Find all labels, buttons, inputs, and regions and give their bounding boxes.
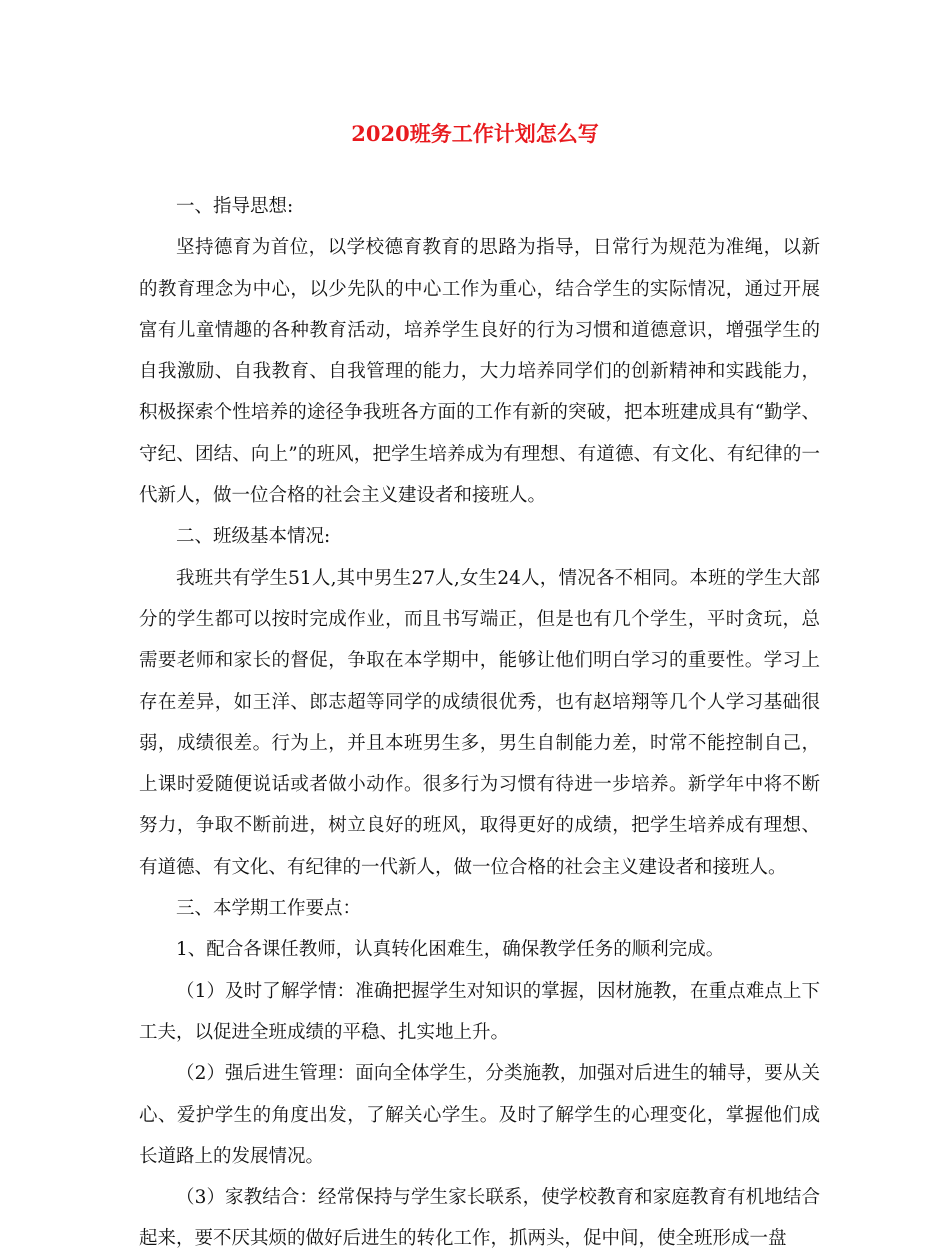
paragraph-class-situation: 我班共有学生51人,其中男生27人,女生24人，情况各不相同。本班的学生大部分的学生都可以按时完成作业，而且书写端正，但是也有几个学生，平时贪玩，总需要老师和家长的督促，争取在本学期中，能够让他们明白学习的重要性。学习上存在差异，如王洋、郎志超等同学的成绩很优秀，也有赵培翔等几个人学习基础很弱，成绩很差。行为上，并且本班男生多，男生自制能力差，时常不能控制自己，上课时爱随便说话或者做小动作。很多行为习惯有待进一步培养。新学年中将不断努力，争取不断前进，树立良好的班风，取得更好的成绩，把学生培养成有理想、有道德、有文化、有纪律的一代新人，做一位合格的社会主义建设者和接班人。 bbox=[139, 567, 820, 878]
work-point-1-sub-1: （1）及时了解学情：准确把握学生对知识的掌握，因材施教，在重点难点上下工夫，以促进全班成绩的平稳、扎实地上升。 bbox=[139, 980, 820, 1043]
work-point-1-sub-3: （3）家教结合：经常保持与学生家长联系，使学校教育和家庭教育有机地结合起来，要不厌其烦的做好后进生的转化工作，抓两头，促中间，使全班形成一盘 bbox=[139, 1187, 820, 1250]
work-point-1: 1、配合各课任教师，认真转化困难生，确保教学任务的顺利完成。 bbox=[176, 939, 725, 961]
section-heading-class-situation: 二、班级基本情况: bbox=[176, 526, 331, 548]
section-heading-work-points: 三、本学期工作要点： bbox=[176, 898, 362, 920]
section-heading-guiding-ideology: 一、指导思想: bbox=[176, 196, 294, 217]
work-point-1-sub-2: （2）强后进生管理：面向全体学生，分类施教，加强对后进生的辅导，要从关心、爱护学生的角度出发，了解关心学生。及时了解学生的心理变化，掌握他们成长道路上的发展情况。 bbox=[139, 1063, 820, 1167]
document-body bbox=[139, 186, 820, 1260]
document-title: 2020班务工作计划怎么写 bbox=[351, 121, 599, 146]
paragraph-guiding-ideology: 坚持德育为首位，以学校德育教育的思路为指导，日常行为规范为准绳，以新的教育理念为中心，以少先队的中心工作为重心，结合学生的实际情况，通过开展富有儿童情趣的各种教育活动，培养学生良好的行为习惯和道德意识，增强学生的自我激励、自我教育、自我管理的能力，大力培养同学们的创新精神和实践能力，积极探索个性培养的途径争我班各方面的工作有新的突破，把本班建成具有“勤学、守纪、团结、向上”的班风，把学生培养成为有理想、有道德、有文化、有纪律的一代新人，做一位合格的社会主义建设者和接班人。 bbox=[139, 237, 820, 507]
